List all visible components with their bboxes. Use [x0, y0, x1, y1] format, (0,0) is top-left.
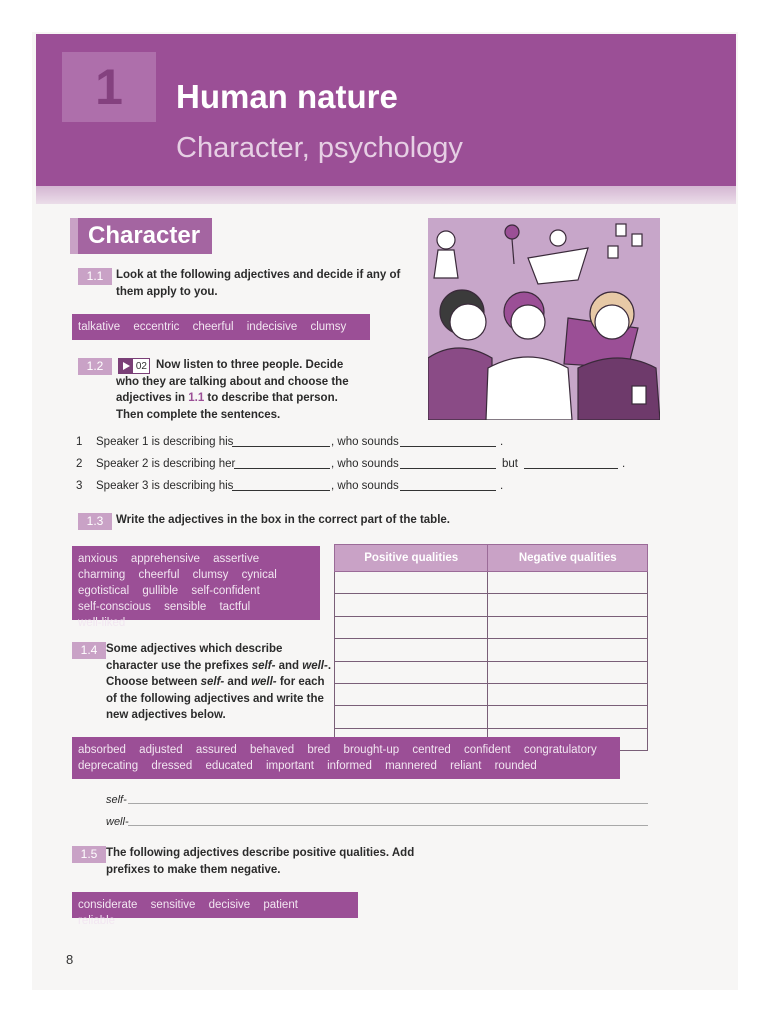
word: important — [265, 760, 314, 772]
table-cell[interactable] — [488, 661, 648, 683]
word: patient — [263, 899, 298, 911]
answer-blank[interactable] — [400, 458, 496, 469]
table-cell[interactable] — [335, 706, 488, 728]
table-cell[interactable] — [335, 661, 488, 683]
sentence-text: , who sounds — [331, 436, 399, 448]
sentence-number: 2 — [76, 458, 83, 470]
table-cell[interactable] — [488, 639, 648, 661]
instruction-part: Some adjectives which describe character use the prefixes — [106, 643, 283, 672]
word: decisive — [208, 899, 251, 911]
answer-label-self: self- — [106, 794, 127, 806]
word-box-1-3 — [72, 546, 320, 629]
table-cell[interactable] — [335, 639, 488, 661]
sentence-end: . — [500, 436, 504, 448]
table-cell[interactable] — [488, 683, 648, 705]
word: egotistical — [78, 585, 130, 597]
word: self-confident — [191, 585, 260, 597]
word: self-conscious — [78, 601, 151, 613]
exercise-instruction — [116, 357, 356, 423]
exercise-instruction: Write the adjectives in the box in the correct part of the table. — [116, 514, 450, 526]
table-cell[interactable] — [335, 683, 488, 705]
column-header-positive: Positive qualities — [335, 545, 488, 572]
word: clumsy — [192, 569, 229, 581]
word: well-liked — [78, 617, 126, 629]
word: assertive — [213, 553, 260, 565]
word: considerate — [78, 899, 138, 911]
table-cell[interactable] — [335, 594, 488, 616]
word: gullible — [142, 585, 179, 597]
party-illustration — [428, 218, 660, 420]
sentence-3 — [76, 480, 656, 502]
word: charming — [78, 569, 126, 581]
answer-line-self[interactable] — [128, 803, 648, 804]
table-row — [335, 639, 648, 661]
word: indecisive — [246, 321, 298, 333]
exercise-number: 1.1 — [78, 268, 112, 285]
word: tactful — [219, 601, 251, 613]
unit-number: 1 — [95, 59, 123, 115]
answer-blank[interactable] — [234, 458, 330, 469]
unit-title: Human nature — [176, 78, 398, 115]
word: anxious — [78, 553, 118, 565]
word: informed — [327, 760, 372, 772]
exercise-reference: 1.1 — [188, 392, 205, 404]
word-box-1-4 — [72, 737, 620, 779]
word-box-1-5 — [72, 892, 358, 927]
word: sensitive — [150, 899, 196, 911]
instruction-part: . Choose between — [106, 659, 332, 688]
answer-blank[interactable] — [524, 458, 618, 469]
exercise-instruction: The following adjectives describe positive qualities. Add prefixes to make them negative. — [106, 847, 415, 876]
answer-blank[interactable] — [400, 480, 496, 491]
answer-blank[interactable] — [400, 436, 496, 447]
table-row — [335, 661, 648, 683]
instruction-part: to describe that person. Then complete the sentences. — [116, 392, 338, 421]
word: mannered — [385, 760, 437, 772]
exercise-number: 1.5 — [72, 846, 106, 863]
instruction-part: and — [224, 676, 252, 688]
word: educated — [205, 760, 253, 772]
audio-track-number: 02 — [135, 361, 147, 372]
table-cell[interactable] — [488, 616, 648, 638]
table-cell[interactable] — [488, 572, 648, 594]
unit-subtitle: Character, psychology — [176, 132, 463, 164]
table-cell[interactable] — [488, 594, 648, 616]
table-header-row — [335, 545, 648, 572]
column-header-negative: Negative qualities — [488, 545, 648, 572]
prefix-self: self- — [251, 659, 276, 672]
table-row — [335, 594, 648, 616]
completion-sentences — [76, 436, 656, 502]
sentence-text: , who sounds — [331, 480, 399, 492]
word: brought-up — [343, 744, 400, 756]
exercise-number: 1.3 — [78, 513, 112, 530]
word: clumsy — [310, 321, 347, 333]
word: eccentric — [133, 321, 180, 333]
table-row — [335, 572, 648, 594]
instruction-part: for each of the following adjectives and write the new adjectives below. — [106, 676, 325, 721]
word: cheerful — [192, 321, 234, 333]
table-cell[interactable] — [488, 706, 648, 728]
sentence-number: 3 — [76, 480, 83, 492]
word: centred — [412, 744, 451, 756]
word: reliable — [78, 915, 116, 927]
instruction-part: Now listen to three people. Decide who they are talking about and choose the adjectives in — [116, 359, 349, 404]
word: dressed — [151, 760, 193, 772]
word: deprecating — [78, 760, 139, 772]
answer-blank[interactable] — [232, 480, 330, 491]
table-row — [335, 683, 648, 705]
answer-label-well: well- — [106, 816, 129, 828]
word: cynical — [241, 569, 277, 581]
word: confident — [463, 744, 511, 756]
prefix-well: well- — [251, 676, 277, 688]
word: behaved — [249, 744, 295, 756]
table-row — [335, 616, 648, 638]
word: assured — [195, 744, 237, 756]
sentence-text: , who sounds — [331, 458, 399, 470]
table-row — [335, 706, 648, 728]
sentence-text: Speaker 2 is describing her — [96, 458, 236, 470]
word: bred — [307, 744, 331, 756]
sentence-1 — [76, 436, 656, 458]
instruction-part: and — [275, 659, 303, 672]
sentence-end: . — [622, 458, 626, 470]
sentence-text: but — [502, 458, 518, 470]
answer-blank[interactable] — [232, 436, 330, 447]
qualities-table — [334, 544, 648, 751]
word: absorbed — [78, 744, 126, 756]
word: rounded — [494, 760, 537, 772]
sentence-2 — [76, 458, 656, 480]
sentence-number: 1 — [76, 436, 83, 448]
section-title: Character — [88, 222, 201, 249]
exercise-number: 1.2 — [78, 358, 112, 375]
word: reliant — [450, 760, 482, 772]
word: cheerful — [138, 569, 180, 581]
word-box-1-1 — [72, 314, 370, 340]
word: adjusted — [139, 744, 183, 756]
exercise-instruction: Look at the following adjectives and decide if any of them apply to you. — [116, 269, 401, 298]
page-number: 8 — [66, 952, 74, 967]
answer-line-well[interactable] — [128, 825, 648, 826]
exercise-number: 1.4 — [72, 642, 106, 659]
sentence-text: Speaker 3 is describing his — [96, 480, 234, 492]
exercise-instruction — [106, 641, 332, 724]
word: apprehensive — [130, 553, 200, 565]
party-people-image — [428, 218, 660, 420]
word: talkative — [78, 321, 121, 333]
section-heading — [70, 218, 212, 254]
header-strip — [36, 186, 736, 204]
prefix-self: self- — [200, 676, 225, 688]
table-cell[interactable] — [335, 572, 488, 594]
table-cell[interactable] — [335, 616, 488, 638]
prefix-well: well- — [302, 659, 328, 672]
word: sensible — [164, 601, 207, 613]
sentence-end: . — [500, 480, 504, 492]
word: congratulatory — [523, 744, 597, 756]
sentence-text: Speaker 1 is describing his — [96, 436, 234, 448]
